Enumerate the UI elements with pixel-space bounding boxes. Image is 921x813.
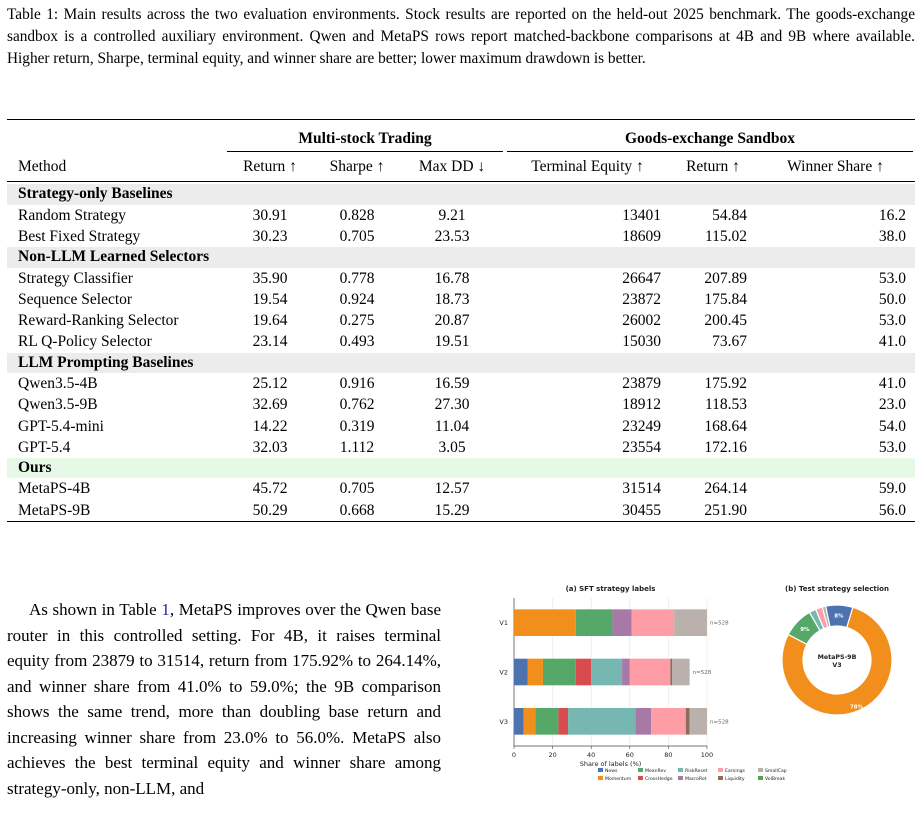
- table-cell: 38.0: [878, 228, 906, 246]
- table-cell: 200.45: [704, 312, 747, 330]
- section-header: [7, 247, 915, 268]
- bar-segment: [514, 659, 528, 686]
- table-cell: 0.778: [339, 269, 375, 287]
- col-header-maxdd: Max DD ↓: [418, 158, 486, 176]
- table-row: [7, 205, 915, 226]
- col-header-return: Return ↑: [243, 158, 297, 176]
- table-cell: 18.73: [434, 291, 470, 309]
- bar-segment: [622, 659, 630, 686]
- legend-swatch: [718, 768, 723, 772]
- method-name: Reward-Ranking Selector: [18, 312, 179, 330]
- results-table: [7, 119, 915, 524]
- table-cell: 23249: [622, 417, 661, 435]
- table-cell: 35.90: [252, 269, 288, 287]
- table-cell: 0.828: [339, 206, 375, 224]
- bar-segment: [612, 609, 631, 636]
- table-caption: Table 1: Main results across the two evaluation environments. Stock results are reported on the held-out 2025 benchmark. The goods-exchange sandbox is a controlled auxiliary environment. Qwen and MetaPS rows report matched-backbone comparisons at 4B and 9B where available. Higher return, Sharpe, terminal equity, and winner share are better; lower maximum drawdown is better.: [7, 6, 915, 68]
- method-name: GPT-5.4-mini: [18, 417, 104, 435]
- table-cell: 0.924: [339, 291, 375, 309]
- bar-segment: [632, 609, 674, 636]
- bar-segment: [690, 708, 707, 735]
- table-cell: 207.89: [704, 269, 747, 287]
- legend-swatch: [678, 776, 683, 780]
- table-cell: 0.668: [339, 501, 375, 519]
- group-header-row: [7, 126, 915, 156]
- group-header-stock: Multi-stock Trading: [227, 128, 503, 152]
- x-tick-label: 0: [511, 751, 517, 759]
- table-cell: 31514: [622, 480, 661, 498]
- table-cell: 0.705: [339, 480, 375, 498]
- table-cell: 15.29: [434, 501, 470, 519]
- table-cell: 16.78: [434, 269, 470, 287]
- table-cell: 19.51: [434, 333, 470, 351]
- x-tick-label: 60: [625, 751, 634, 759]
- body-text-rest: , MetaPS improves over the Qwen base router in this controlled setting. For 4B, it raises terminal equity from 23879 to 31514, return from 175.92% to 264.14%, and winner share from 41.0% to 59.0%; the 9B comparison shows the same trend, more than doubling base return and increasing winner share from 23.0% to 56.0%. MetaPS also achieves the best terminal equity and winner share among strategy-only, non-LLM, and: [7, 600, 441, 798]
- donut-slice-label: 8%: [834, 613, 844, 620]
- method-name: Qwen3.5-9B: [18, 396, 98, 414]
- x-tick-label: 100: [700, 751, 714, 759]
- table-cell: 56.0: [878, 501, 906, 519]
- table-cell: 0.319: [339, 417, 375, 435]
- table-cell: 50.0: [878, 291, 906, 309]
- table-cell: 251.90: [704, 501, 747, 519]
- table-cell: 23554: [622, 438, 661, 456]
- legend-label: Earnings: [725, 769, 745, 774]
- table-cell: 16.59: [434, 375, 470, 393]
- legend-label: SmallCap: [765, 769, 787, 774]
- method-name: Qwen3.5-4B: [18, 375, 98, 393]
- table-row: [7, 331, 915, 352]
- bar-segment: [528, 659, 543, 686]
- table-cell: 11.04: [434, 417, 470, 435]
- section-title: Non-LLM Learned Selectors: [7, 247, 915, 268]
- table-row: [7, 289, 915, 310]
- bar-segment: [558, 708, 568, 735]
- table-cell: 50.29: [252, 501, 288, 519]
- bar-segment: [591, 659, 622, 686]
- table-reference-link[interactable]: 1: [161, 600, 170, 619]
- section-title: LLM Prompting Baselines: [7, 353, 915, 374]
- table-cell: 14.22: [252, 417, 288, 435]
- table-cell: 41.0: [878, 375, 906, 393]
- legend-swatch: [638, 768, 643, 772]
- legend-swatch: [598, 776, 603, 780]
- bar-segment: [630, 659, 671, 686]
- table-row: [7, 500, 915, 522]
- table-cell: 264.14: [704, 480, 747, 498]
- table-cell: 23.0: [878, 396, 906, 414]
- table-cell: 175.92: [704, 375, 747, 393]
- table-cell: 32.03: [252, 438, 288, 456]
- table-cell: 0.275: [339, 312, 375, 330]
- body-text-start: As shown in Table: [29, 600, 162, 619]
- strategy-figure: [480, 578, 918, 813]
- col-header-terminal-equity: Terminal Equity ↑: [531, 158, 644, 176]
- table-cell: 53.0: [878, 269, 906, 287]
- table-cell: 15030: [622, 333, 661, 351]
- table-row: [7, 416, 915, 437]
- legend-swatch: [758, 776, 763, 780]
- bar-segment: [670, 659, 672, 686]
- col-header-sandbox-return: Return ↑: [686, 158, 740, 176]
- section-header: [7, 458, 915, 479]
- table-cell: 32.69: [252, 396, 288, 414]
- x-axis-label: Share of labels (%): [579, 760, 642, 768]
- donut-title: (b) Test strategy selection: [785, 585, 889, 593]
- table-cell: 13401: [622, 206, 661, 224]
- bar-segment: [674, 609, 707, 636]
- table-row: [7, 478, 915, 499]
- table-cell: 23872: [622, 291, 661, 309]
- column-header-row: [7, 156, 915, 182]
- bar-segment: [636, 708, 651, 735]
- group-header-sandbox: Goods-exchange Sandbox: [507, 128, 913, 152]
- method-name: Sequence Selector: [18, 291, 133, 309]
- legend-swatch: [678, 768, 683, 772]
- y-tick-label: V2: [499, 668, 508, 677]
- table-cell: 26647: [622, 269, 661, 287]
- table-cell: 30.91: [252, 206, 288, 224]
- table-row: [7, 373, 915, 394]
- y-tick-label: V1: [499, 619, 508, 628]
- legend-label: MacroRot: [685, 777, 707, 782]
- table-cell: 0.493: [339, 333, 375, 351]
- bar-segment: [543, 659, 576, 686]
- method-name: MetaPS-4B: [18, 480, 91, 498]
- table-cell: 168.64: [704, 417, 747, 435]
- bar-segment: [576, 659, 591, 686]
- table-cell: 73.67: [712, 333, 747, 351]
- bar-annotation: n=528: [710, 620, 729, 627]
- table-cell: 53.0: [878, 438, 906, 456]
- table-cell: 54.84: [712, 206, 747, 224]
- legend-label: RiskReset: [685, 769, 708, 774]
- section-title: Strategy-only Baselines: [7, 184, 915, 205]
- table-cell: 45.72: [252, 480, 288, 498]
- donut-slice-label: 78%: [849, 704, 864, 711]
- legend-label: News: [605, 769, 618, 774]
- legend-swatch: [598, 768, 603, 772]
- legend-swatch: [638, 776, 643, 780]
- bar-segment: [535, 708, 558, 735]
- donut-slice-label: 9%: [800, 627, 810, 634]
- table-cell: 23.14: [252, 333, 288, 351]
- table-cell: 18609: [622, 228, 661, 246]
- table-cell: 53.0: [878, 312, 906, 330]
- legend-swatch: [758, 768, 763, 772]
- method-name: GPT-5.4: [18, 438, 71, 456]
- table-cell: 3.05: [438, 438, 466, 456]
- table-cell: 0.705: [339, 228, 375, 246]
- table-cell: 175.84: [704, 291, 747, 309]
- table-cell: 12.57: [434, 480, 470, 498]
- table-cell: 25.12: [252, 375, 288, 393]
- table-cell: 9.21: [438, 206, 466, 224]
- table-cell: 41.0: [878, 333, 906, 351]
- method-name: Random Strategy: [18, 206, 127, 224]
- bar-segment: [686, 708, 690, 735]
- x-tick-label: 20: [548, 751, 557, 759]
- legend-label: VolBreak: [765, 777, 786, 782]
- x-tick-label: 80: [664, 751, 673, 759]
- x-tick-label: 40: [587, 751, 596, 759]
- method-name: RL Q-Policy Selector: [18, 333, 152, 351]
- table-cell: 115.02: [704, 228, 747, 246]
- bar-segment: [568, 708, 636, 735]
- table-cell: 0.762: [339, 396, 375, 414]
- table-cell: 23879: [622, 375, 661, 393]
- bar-segment: [524, 708, 536, 735]
- legend-label: Momentum: [605, 777, 632, 782]
- bar-annotation: n=528: [692, 670, 712, 676]
- table-cell: 118.53: [704, 396, 747, 414]
- table-cell: 18912: [622, 396, 661, 414]
- bar-segment: [651, 708, 686, 735]
- table-row: [7, 437, 915, 458]
- table-cell: 20.87: [434, 312, 470, 330]
- legend-label: MeanRev: [645, 769, 667, 774]
- section-header: [7, 184, 915, 205]
- y-tick-label: V3: [499, 717, 508, 726]
- legend-label: CrossHedge: [645, 777, 673, 782]
- table-row: [7, 226, 915, 247]
- table-cell: 172.16: [704, 438, 747, 456]
- section-title: Ours: [7, 458, 915, 479]
- donut-center-label: V3: [832, 662, 842, 669]
- section-header: [7, 353, 915, 374]
- body-paragraph: [7, 597, 441, 801]
- table-cell: 1.112: [339, 438, 375, 456]
- col-header-winner-share: Winner Share ↑: [787, 158, 884, 176]
- table-cell: 26002: [622, 312, 661, 330]
- table-cell: 27.30: [434, 396, 470, 414]
- table-cell: 23.53: [434, 228, 470, 246]
- bar-segment: [514, 609, 576, 636]
- bar-chart-title: (a) SFT strategy labels: [565, 585, 656, 593]
- table-row: [7, 394, 915, 415]
- legend-swatch: [718, 776, 723, 780]
- bar-segment: [672, 659, 689, 686]
- method-name: Strategy Classifier: [18, 269, 133, 287]
- method-name: Best Fixed Strategy: [18, 228, 141, 246]
- col-header-sharpe: Sharpe ↑: [329, 158, 385, 176]
- legend-label: Liquidity: [725, 777, 745, 782]
- table-cell: 59.0: [878, 480, 906, 498]
- table-cell: 19.54: [252, 291, 288, 309]
- donut-center-label: MetaPS-9B: [817, 654, 857, 661]
- table-cell: 19.64: [252, 312, 288, 330]
- table-cell: 30.23: [252, 228, 288, 246]
- bar-segment: [514, 708, 524, 735]
- table-cell: 16.2: [878, 206, 906, 224]
- table-cell: 30455: [622, 501, 661, 519]
- table-cell: 0.916: [339, 375, 375, 393]
- bar-segment: [576, 609, 613, 636]
- table-cell: 54.0: [878, 417, 906, 435]
- table-row: [7, 268, 915, 289]
- bar-annotation: n=528: [710, 719, 729, 726]
- method-name: MetaPS-9B: [18, 501, 91, 519]
- col-header-method: Method: [18, 158, 67, 176]
- table-row: [7, 310, 915, 331]
